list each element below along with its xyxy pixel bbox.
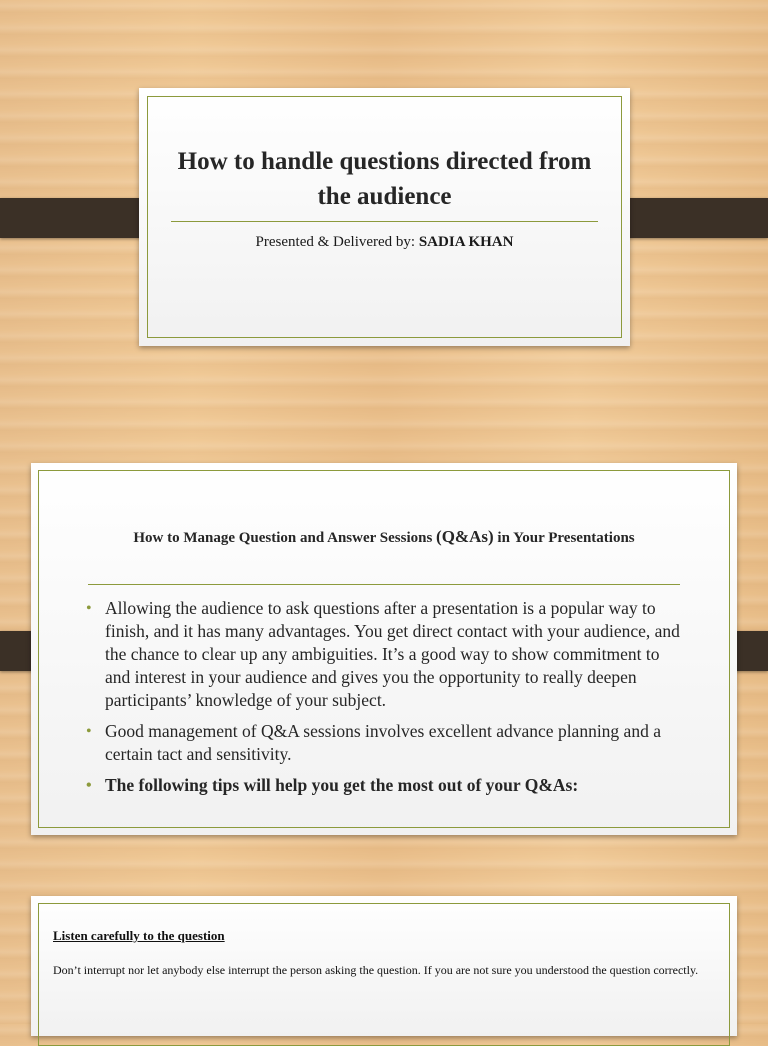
bullet-item — [86, 774, 687, 797]
tip-paragraph: Don’t interrupt nor let anybody else interrupt the person asking the question. If you are not sure you understood the question correctly. — [53, 963, 699, 977]
bullet-icon: • — [86, 723, 92, 740]
bullet-item — [86, 597, 687, 712]
slide1-right-bar — [613, 198, 768, 238]
slide-frame — [147, 96, 622, 338]
title-slide — [139, 88, 630, 346]
bullet-list — [86, 597, 687, 805]
slide-heading — [51, 527, 717, 547]
bullet-text: Allowing the audience to ask questions after a presentation is a popular way to finish, and it has many advantages. You get direct contact with your audience, and the chance to clear up any ambiguities. It’s a good way to show commitment to and interest in your audience and gives you the opportunity to really deepen participants’ knowledge of your subject. — [105, 598, 680, 710]
tips-slide — [31, 896, 737, 1036]
qa-overview-slide — [31, 463, 737, 835]
heading-part2: in Your Presentations — [493, 530, 635, 546]
presenter-prefix: Presented & Delivered by: — [255, 234, 419, 250]
bullet-text: Good management of Q&A sessions involves excellent advance planning and a certain tact and sensitivity. — [105, 721, 661, 764]
bullet-icon: • — [86, 777, 92, 794]
presenter-line — [159, 234, 610, 251]
bullet-text: The following tips will help you get the most out of your Q&As: — [105, 775, 579, 795]
slide1-left-bar — [0, 198, 155, 238]
tip-heading: Listen carefully to the question — [53, 928, 225, 943]
heading-divider — [88, 584, 680, 585]
bullet-item — [86, 720, 687, 766]
presenter-name: SADIA KHAN — [418, 234, 514, 250]
heading-part1: How to Manage Question and Answer Sessions — [133, 530, 437, 546]
slide-title: How to handle questions directed from the audience — [177, 148, 592, 210]
heading-qa: (Q&As) — [436, 527, 494, 546]
title-divider — [171, 221, 598, 222]
bullet-icon: • — [86, 600, 92, 617]
